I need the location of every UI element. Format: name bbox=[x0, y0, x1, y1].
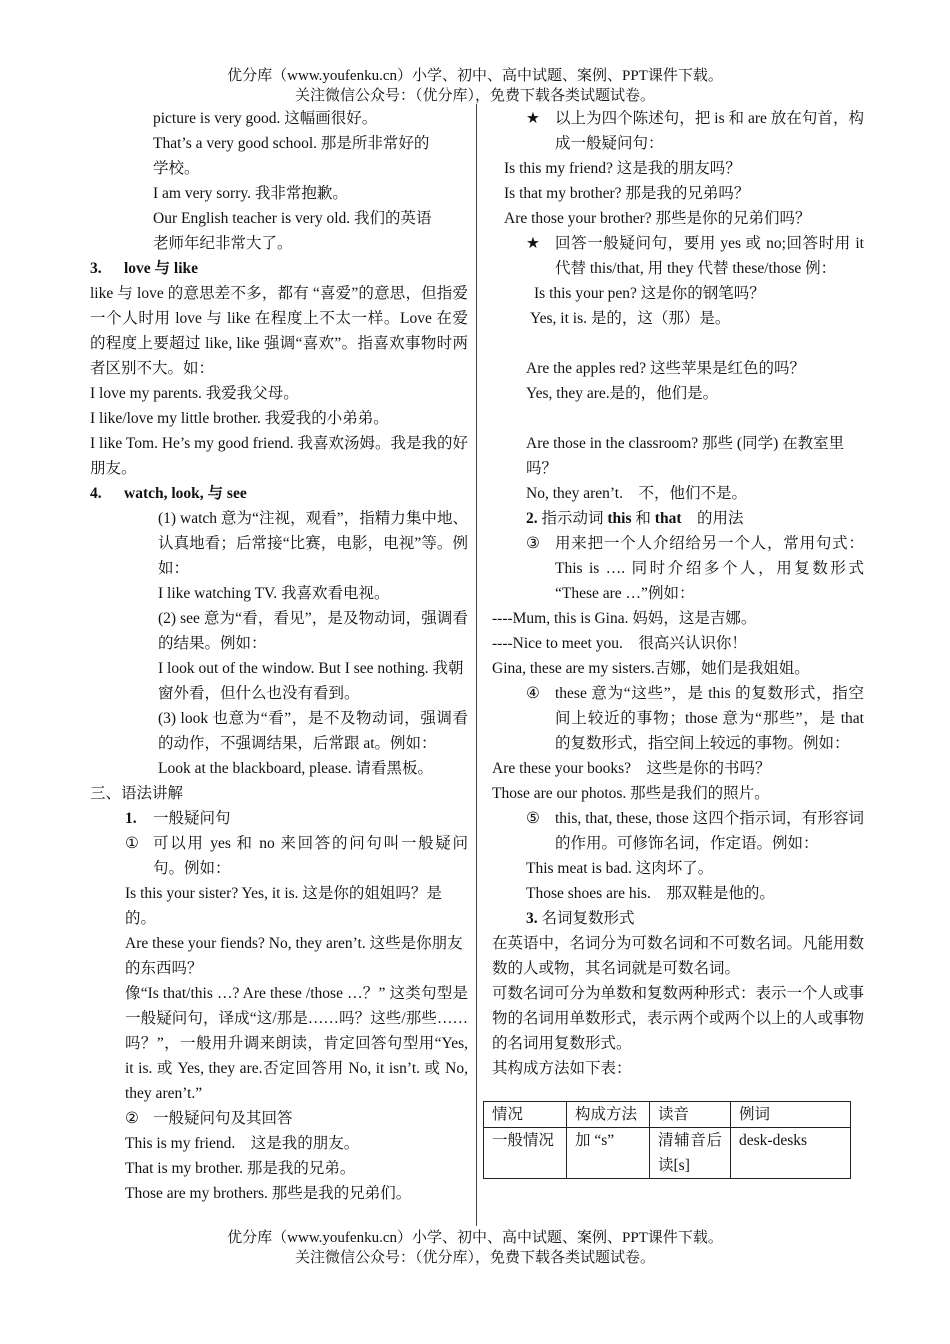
table-header-row bbox=[484, 1102, 851, 1128]
right-column bbox=[492, 106, 864, 1081]
text-line: picture is very good. 这幅画很好。 bbox=[153, 110, 378, 127]
heading-number: 3. bbox=[90, 260, 102, 277]
paragraph: 像“Is that/this …? Are these /those …？” 这类句型是一般疑问句，译成“这/那是……吗？这些/那些……吗？”，一般用升调来朗读，肯定回答句型用“Yes, it is. 或 Yes, they are.否定回答用 No, it isn’t. 或 No, they aren’t.” bbox=[125, 985, 468, 1102]
star-icon: ★ bbox=[526, 235, 540, 252]
text-line: I am very sorry. 我非常抱歉。 bbox=[153, 185, 348, 202]
paragraph: (2) see 意为“看，看见”，是及物动词，强调看的结果。例如： bbox=[158, 610, 468, 652]
heading-part: this bbox=[607, 510, 632, 527]
text-line: This is my friend. 这是我的朋友。 bbox=[125, 1135, 360, 1152]
text-line: Is this my friend? 这是我的朋友吗？ bbox=[504, 160, 741, 177]
spacer bbox=[492, 406, 864, 431]
text-line: Are those your brother? 那些是你的兄弟们吗？ bbox=[504, 210, 811, 227]
item-text: these 意为“这些”，是 this 的复数形式，指空间上较近的事物；those 意为“那些”，是 that 的复数形式，指空间上较远的事物。例如： bbox=[555, 685, 864, 752]
heading-part: 和 bbox=[631, 510, 655, 527]
left-column bbox=[90, 106, 468, 1206]
item-text: 一般疑问句及其回答 bbox=[153, 1110, 293, 1127]
header-line-2: 关注微信公众号：（优分库），免费下载各类试题试卷。 bbox=[294, 88, 655, 104]
text-line: This meat is bad. 这肉坏了。 bbox=[526, 860, 714, 877]
paragraph: (1) watch 意为“注视，观看”，指精力集中地、认真地看；后常接“比赛，电影，电视”等。例如： bbox=[158, 510, 468, 577]
star-item bbox=[492, 231, 864, 281]
subheading-general-question bbox=[90, 806, 468, 831]
heading-part: 的用法 bbox=[681, 510, 744, 527]
text-line: I like/love my little brother. 我爱我的小弟弟。 bbox=[90, 410, 389, 427]
paragraph: Are those in the classroom? 那些 (同学) 在教室里吗？ bbox=[526, 435, 845, 477]
text-line: Gina, these are my sisters.吉娜，她们是我姐姐。 bbox=[492, 660, 810, 677]
heading-part: that bbox=[654, 510, 682, 527]
heading-number: 4. bbox=[90, 485, 102, 502]
numbered-item bbox=[492, 531, 864, 606]
text-line: Is this your pen? 这是你的钢笔吗？ bbox=[534, 285, 765, 302]
item-text: 用来把一个人介绍给另一个人，常用句式：This is …. 同时介绍多个人，用复数形式 “These are …”例如： bbox=[555, 535, 864, 602]
section-heading-grammar: 三、语法讲解 bbox=[90, 785, 184, 802]
paragraph: like 与 love 的意思差不多，都有 “喜爱”的意思，但指爱一个人时用 love 与 like 在程度上不太一样。Love 在爱的程度上要超过 like, like 强调“喜欢”。指喜欢事物时两者区别不大。如： bbox=[90, 285, 468, 377]
subheading-demonstratives bbox=[492, 506, 864, 531]
text-line: That is my brother. 那是我的兄弟。 bbox=[125, 1160, 356, 1177]
header-line-1: 优分库（www.youfenku.cn）小学、初中、高中试题、案例、PPT课件下载。 bbox=[227, 68, 723, 84]
heading-part: 指示动词 bbox=[541, 510, 608, 527]
heading-number: 3. bbox=[526, 910, 538, 927]
text-line: I like watching TV. 我喜欢看电视。 bbox=[158, 585, 390, 602]
text-line: Those are our photos. 那些是我们的照片。 bbox=[492, 785, 770, 802]
item-text: 回答一般疑问句，要用 yes 或 no;回答时用 it 代替 this/that, 用 they 代替 these/those 例： bbox=[555, 235, 864, 277]
table-header-cell: 读音 bbox=[650, 1102, 731, 1128]
star-item bbox=[492, 106, 864, 156]
item-text: 可以用 yes 和 no 来回答的问句叫一般疑问句。例如： bbox=[153, 835, 468, 877]
numbered-item bbox=[492, 806, 864, 856]
text-line: ----Nice to meet you. 很高兴认识你！ bbox=[492, 635, 747, 652]
circled-number: ① bbox=[125, 835, 139, 852]
paragraph: (3) look 也意为“看”，是不及物动词，强调看的动作，不强调结果，后常跟 at。例如： bbox=[158, 710, 468, 752]
heading-text: 名词复数形式 bbox=[541, 910, 635, 927]
table-cell: 加 “s” bbox=[567, 1128, 650, 1179]
heading-text: love 与 like bbox=[124, 260, 199, 277]
numbered-item bbox=[90, 831, 468, 881]
footer-line-2: 关注微信公众号：（优分库），免费下载各类试题试卷。 bbox=[294, 1250, 655, 1266]
spacer bbox=[492, 331, 864, 356]
heading-text: 一般疑问句 bbox=[153, 810, 231, 827]
text-line: That’s a very good school. 那是所非常好的 bbox=[153, 135, 430, 152]
item-text: 以上为四个陈述句，把 is 和 are 放在句首，构成一般疑问句： bbox=[555, 110, 864, 152]
table-header-cell: 情况 bbox=[484, 1102, 567, 1128]
text-line: Our English teacher is very old. 我们的英语 bbox=[153, 210, 432, 227]
star-icon: ★ bbox=[526, 110, 540, 127]
text-line: 学校。 bbox=[153, 160, 200, 177]
text-line: Look at the blackboard, please. 请看黑板。 bbox=[158, 760, 434, 777]
plural-formation-table bbox=[483, 1101, 851, 1179]
table-cell: 一般情况 bbox=[484, 1128, 567, 1179]
table-row bbox=[484, 1128, 851, 1179]
section-heading-love-like bbox=[90, 256, 468, 281]
table-header-cell: 例词 bbox=[731, 1102, 851, 1128]
numbered-item bbox=[492, 681, 864, 756]
text-line: Those are my brothers. 那些是我的兄弟们。 bbox=[125, 1185, 412, 1202]
text-line: Is that my brother? 那是我的兄弟吗？ bbox=[504, 185, 750, 202]
column-divider bbox=[476, 104, 477, 1226]
page-header bbox=[0, 66, 950, 106]
text-line: Those shoes are his. 那双鞋是他的。 bbox=[526, 885, 775, 902]
footer-line-1: 优分库（www.youfenku.cn）小学、初中、高中试题、案例、PPT课件下载。 bbox=[227, 1230, 723, 1246]
circled-number: ④ bbox=[526, 685, 540, 702]
circled-number: ⑤ bbox=[526, 810, 540, 827]
text-line: ----Mum, this is Gina. 妈妈，这是吉娜。 bbox=[492, 610, 757, 627]
numbered-item bbox=[90, 1106, 468, 1131]
text-line: Yes, it is. 是的，这（那）是。 bbox=[530, 310, 731, 327]
table-cell: 清辅音后读[s] bbox=[650, 1128, 731, 1179]
table-cell: desk-desks bbox=[731, 1128, 851, 1179]
text-line: Are the apples red? 这些苹果是红色的吗？ bbox=[526, 360, 805, 377]
heading-text: watch, look, 与 see bbox=[124, 485, 247, 502]
text-line: No, they aren’t. 不，他们不是。 bbox=[526, 485, 747, 502]
item-text: this, that, these, those 这四个指示词，有形容词的作用。可修饰名词，作定语。例如： bbox=[555, 810, 864, 852]
paragraph: Are these your fiends? No, they aren’t. 这些是你朋友的东西吗？ bbox=[125, 935, 463, 977]
table-header-cell: 构成方法 bbox=[567, 1102, 650, 1128]
text-line: I love my parents. 我爱我父母。 bbox=[90, 385, 299, 402]
paragraph: I look out of the window. But I see nothing. 我朝窗外看，但什么也没有看到。 bbox=[158, 660, 464, 702]
paragraph: 可数名词可分为单数和复数两种形式：表示一个人或事物的名词用单数形式，表示两个或两个以上的人或事物的名词用复数形式。 bbox=[492, 985, 865, 1052]
paragraph: Is this your sister? Yes, it is. 这是你的姐姐吗？是的。 bbox=[125, 885, 442, 927]
circled-number: ② bbox=[125, 1110, 139, 1127]
text-line: Are these your books? 这些是你的书吗？ bbox=[492, 760, 771, 777]
section-heading-watch-look-see bbox=[90, 481, 468, 506]
paragraph: I like Tom. He’s my good friend. 我喜欢汤姆。我是我的好朋友。 bbox=[90, 435, 468, 477]
subheading-plural-nouns bbox=[492, 906, 864, 931]
heading-number: 2. bbox=[526, 510, 538, 527]
text-line: 其构成方法如下表： bbox=[492, 1060, 632, 1077]
heading-number: 1. bbox=[125, 810, 137, 827]
circled-number: ③ bbox=[526, 535, 540, 552]
text-line: Yes, they are.是的，他们是。 bbox=[526, 385, 719, 402]
page-footer bbox=[0, 1228, 950, 1268]
text-line: 老师年纪非常大了。 bbox=[153, 235, 293, 252]
paragraph: 在英语中，名词分为可数名词和不可数名词。凡能用数数的人或物，其名词就是可数名词。 bbox=[492, 935, 865, 977]
